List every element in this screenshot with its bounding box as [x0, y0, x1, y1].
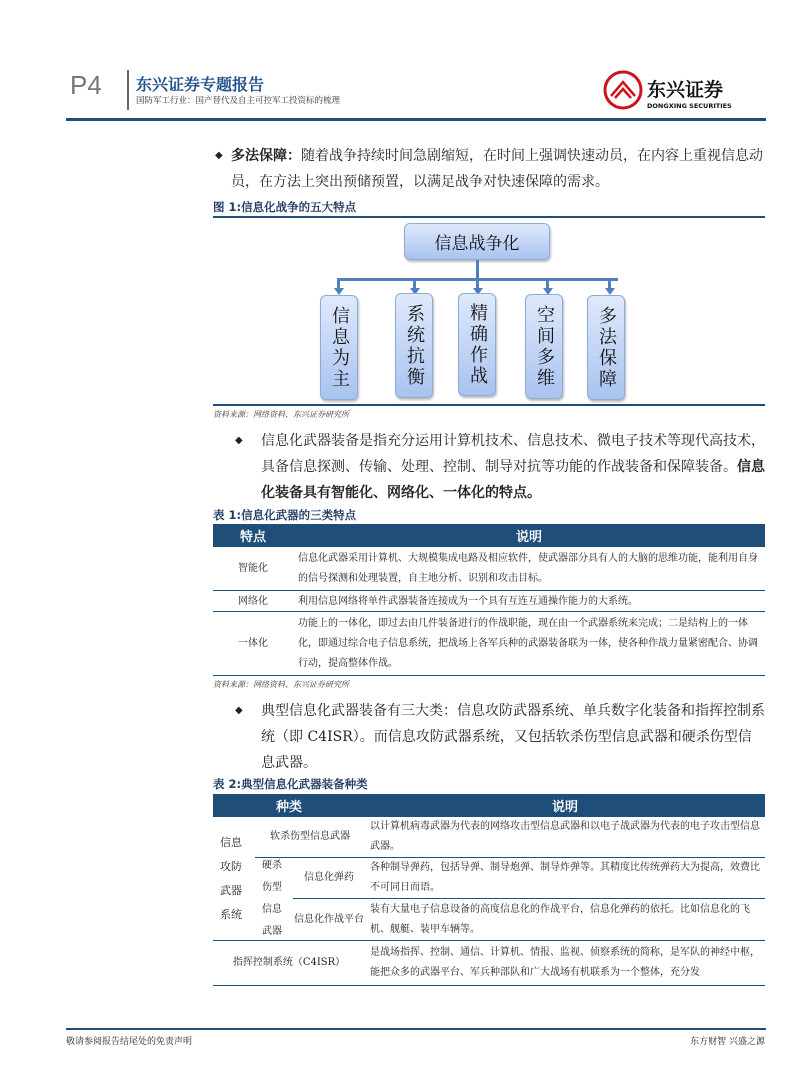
paragraph-multi-support	[213, 143, 765, 195]
paragraph-info-weapons	[213, 428, 765, 506]
table2-header: 说明	[365, 794, 765, 817]
five-features-diagram	[213, 218, 765, 404]
para-text: 信息化武器装备是指充分运用计算机技术、信息技术、微电子技术等现代高技术，具备信息探测、传输、处理、控制、制导对抗等功能的作战装备和保障装备。	[261, 433, 765, 475]
report-title: 东兴证券专题报告	[136, 75, 265, 94]
figure-bottom-rule	[213, 404, 765, 406]
paragraph-typical-weapons	[213, 698, 765, 776]
para-bold: 信息化装备具有智能化、网络化、一体化的特点。	[261, 459, 765, 501]
row-rule	[213, 985, 765, 986]
table1-key: 网络化	[238, 595, 268, 607]
diagram-child: 信息为主	[320, 295, 358, 400]
header-rule	[66, 118, 766, 121]
svg-text:DONGXING SECURITIES: DONGXING SECURITIES	[647, 102, 732, 110]
table2-soft-desc: 以计算机病毒武器为代表的网络攻击型信息武器和以电子战武器为代表的电子攻击型信息武器。	[370, 821, 760, 852]
para-text: 随着战争持续时间急剧缩短，在时间上强调快速动员，在内容上重视信息动员，在方法上突出预储预置，以满足战争对快速保障的需求。	[231, 148, 763, 190]
table2-ammo: 信息化弹药	[304, 872, 354, 883]
footer-slogan: 东方财智 兴盛之源	[690, 1037, 765, 1047]
footer-rule	[66, 1028, 766, 1030]
table2-soft: 软杀伤型信息武器	[270, 831, 350, 842]
bullet-icon: ◆	[235, 435, 243, 446]
table2-platform-desc: 装有大量电子信息设备的高度信息化的作战平台，信息化弹药的依托。比如信息化的飞机、舰艇、装甲车辆等。	[370, 903, 750, 935]
diagram-child: 多法保障	[587, 295, 625, 400]
table1-header: 说明	[293, 524, 765, 547]
table2-platform: 信息化作战平台	[294, 913, 364, 925]
bullet-icon: ◆	[215, 150, 223, 161]
table1-value: 功能上的一体化，即过去由几件装备进行的作战职能，现在由一个武器系统来完成；二是结构上的一体化，即通过综合电子信息系统，把战场上各军兵种的武器装备联为一体，使各种作战力量紧密配合、协调行动，提高整体作战。	[298, 617, 758, 669]
table2-c4isr-desc: 是战场指挥、控制、通信、计算机、情报、监视、侦察系统的简称，是军队的神经中枢，能把众多的武器平台、军兵种部队和广大战场有机联系为一个整体，充分发	[370, 947, 760, 978]
header-divider	[127, 70, 129, 110]
para-bold: 多法保障：	[231, 148, 301, 164]
table1-value: 利用信息网络将单件武器装备连接成为一个具有互连互通操作能力的大系统。	[298, 595, 638, 607]
table1-key: 智能化	[238, 562, 268, 574]
table1-value: 信息化武器采用计算机、大规模集成电路及相应软件，使武器部分具有人的大脑的思维功能，能利用自身的信号探测和处理装置，自主地分析、识别和攻击目标。	[298, 552, 758, 584]
bullet-icon: ◆	[235, 705, 243, 716]
table2-header: 种类	[213, 794, 365, 817]
table1-key: 一体化	[238, 637, 268, 649]
table2-hard: 硬杀伤型信息武器	[262, 860, 282, 937]
diagram-root: 信息战争化	[404, 223, 550, 260]
row-rule	[213, 675, 765, 676]
diagram-child: 空间多维	[525, 294, 563, 399]
table2-group: 信息攻防武器系统	[220, 835, 242, 921]
table2-c4isr: 指挥控制系统（C4ISR）	[232, 957, 346, 968]
table1-source: 资料来源：网络资料、东兴证券研究所	[213, 680, 349, 689]
report-subtitle: 国防军工行业：国产替代及自主可控军工投资标的梳理	[136, 96, 341, 106]
para-text: 典型信息化武器装备有三大类：信息攻防武器系统、单兵数字化装备和指挥控制系统（即 C4ISR）。而信息攻防武器系统，又包括软杀伤型信息武器和硬杀伤型信息武器。	[261, 703, 765, 771]
figure-caption: 图 1:信息化战争的五大特点	[213, 200, 357, 214]
diagram-child: 系统抗衡	[395, 293, 433, 398]
svg-text:东兴证券: 东兴证券	[647, 79, 724, 101]
table2-caption: 表 2:典型信息化武器装备种类	[213, 777, 368, 791]
page-number: P4	[70, 70, 102, 100]
diagram-child: 精确作战	[458, 293, 496, 396]
table1-caption: 表 1:信息化武器的三类特点	[213, 508, 357, 522]
table1-header: 特点	[213, 524, 293, 547]
table2-ammo-desc: 各种制导弹药，包括导弹、制导炮弹、制导炸弹等。其精度比传统弹药大为提高，效费比不可同日而语。	[370, 862, 760, 893]
figure-source: 资料来源：网络资料、东兴证券研究所	[213, 410, 349, 419]
footer-disclaimer: 敬请参阅报告结尾处的免责声明	[66, 1037, 193, 1047]
company-logo	[603, 68, 733, 114]
